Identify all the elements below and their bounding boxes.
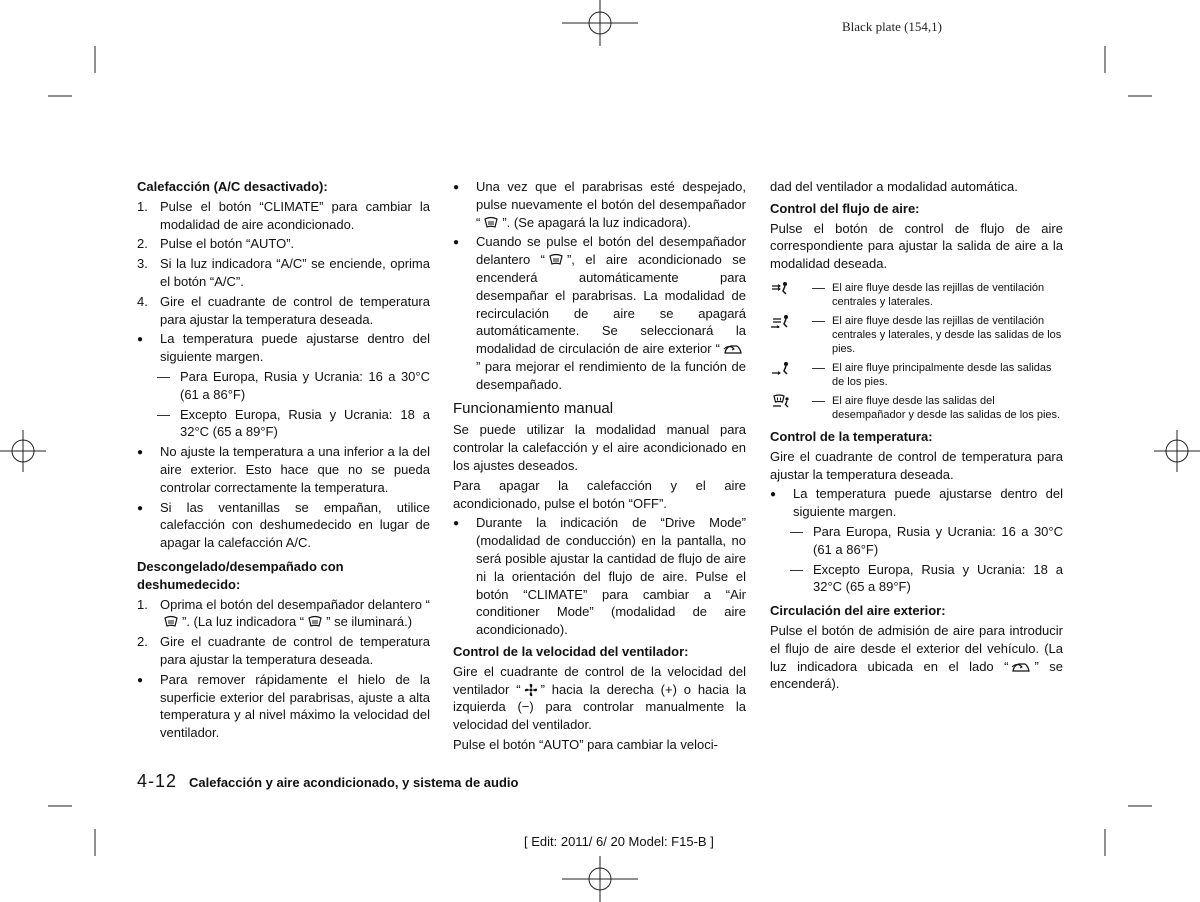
heading-heating: Calefacción (A/C desactivado): — [137, 179, 328, 194]
step-item: 2. Pulse el botón “AUTO”. — [137, 236, 295, 252]
vent-feet-icon — [770, 361, 792, 375]
bullet-item: ● No ajuste la temperatura a una inferior a la del aire exterior. Esto hace que no se pueda controlar correctamente la temperatura. — [137, 444, 430, 495]
page-footer — [137, 771, 518, 792]
fan-icon — [524, 683, 538, 697]
footer-title: Calefacción y aire acondicionado, y sistema de audio — [189, 775, 519, 790]
defrost-icon — [307, 615, 323, 629]
defrost-feet-icon — [770, 394, 792, 408]
outside-air-icon — [723, 343, 743, 356]
step-item: 1. Oprima el botón del desempañador delantero “”. (La luz indicadora “ ” se iluminará.) — [137, 596, 430, 630]
heading-airflow: Control del flujo de aire: — [770, 200, 920, 216]
bullet-item: ● La temperatura puede ajustarse dentro del siguiente margen. — [770, 486, 1063, 520]
page-number: 4-12 — [137, 771, 178, 791]
defrost-icon — [483, 216, 499, 230]
step-item: 4. Gire el cuadrante de control de temperatura para ajustar la temperatura deseada. — [137, 293, 430, 327]
bullet-item: ● La temperatura puede ajustarse dentro del siguiente margen. — [137, 331, 430, 365]
paragraph: Gire el cuadrante de control de temperatura para ajustar la temperatura deseada. — [770, 448, 1063, 482]
column-1 — [137, 178, 430, 744]
bullet-item: ● Si las ventanillas se empañan, utilice calefacción con deshumedecido en lugar de apagar la calefacción A/C. — [137, 499, 430, 551]
paragraph: Pulse el botón de admisión de aire para introducir el flujo de aire desde el exterior del vehículo. (La luz indicadora ubicada en el lado “ ” se encenderá). — [770, 622, 1063, 692]
airflow-mode-item: — El aire fluye principalmente desde las salidas de los pies. — [770, 361, 1063, 389]
airflow-mode-item: — El aire fluye desde las rejillas de ventilación centrales y laterales, y desde las salidas de los pies. — [770, 314, 1063, 356]
bullet-item: ● Durante la indicación de “Drive Mode” (modalidad de conducción) en la pantalla, no será posible ajustar la cantidad de flujo de aire ni la orientación del flujo de aire. Pulse el botón “CLIMATE” para cambiar a “Air conditioner Mode” (modalidad de aire acondicionado). — [453, 515, 746, 638]
bullet-item: ● Para remover rápidamente el hielo de la superficie exterior del parabrisas, ajuste a alta temperatura y al nivel máximo la velocidad del ventilador. — [137, 671, 430, 741]
bullet-item: ● Una vez que el parabrisas esté despejado, pulse nuevamente el botón del desempañador “ ”. (Se apagará la luz indicadora). — [453, 179, 746, 230]
paragraph: Pulse el botón de control de flujo de aire correspondiente para ajustar la salida de aire a la modalidad deseada. — [770, 220, 1063, 272]
step-item: 3. Si la luz indicadora “A/C” se enciende, oprima el botón “A/C”. — [137, 256, 430, 289]
paragraph: Pulse el botón “AUTO” para cambiar la veloci- — [453, 736, 718, 752]
range-item: — Excepto Europa, Rusia y Ucrania: 18 a 32°C (65 a 89°F) — [790, 561, 1063, 595]
heading-defrost: Descongelado/desempañado con deshumedecido: — [137, 558, 344, 592]
paragraph: Para apagar la calefacción y el aire acondicionado, pulse el botón “OFF”. — [453, 477, 746, 511]
vent-face-icon — [770, 281, 790, 295]
edit-info: [ Edit: 2011/ 6/ 20 Model: F15-B ] — [524, 834, 714, 849]
column-3 — [770, 178, 1063, 695]
range-item: — Excepto Europa, Rusia y Ucrania: 18 a 32°C (65 a 89°F) — [157, 406, 430, 440]
airflow-mode-item: — El aire fluye desde las rejillas de ventilación centrales y laterales. — [770, 281, 1063, 309]
step-item: 1. Pulse el botón “CLIMATE” para cambiar la modalidad de aire acondicionado. — [137, 198, 430, 232]
plate-label: Black plate (154,1) — [842, 19, 942, 34]
bullet-item: ● Cuando se pulse el botón del desempañador delantero “ ”, el aire acondicionado se encenderá automáticamente para desempañar el parabrisas. La modalidad de recirculación de aire se apagará automáticamente. Se seleccionará la modalidad de circulación de aire exterior “” para mejorar el rendimiento de la función de desempañado. — [453, 234, 746, 392]
outside-air-icon — [1011, 661, 1031, 674]
heading-outside-air: Circulación del aire exterior: — [770, 603, 946, 619]
airflow-mode-item: — El aire fluye desde las salidas del desempañador y desde las salidas de los pies. — [770, 394, 1063, 422]
heading-manual: Funcionamiento manual — [453, 399, 614, 417]
paragraph: Gire el cuadrante de control de la velocidad del ventilador “ ” hacia la derecha (+) o hacia la izquierda (−) para controlar manualmente la velocidad del ventilador. — [453, 663, 746, 733]
defrost-icon — [163, 615, 179, 629]
range-item: — Para Europa, Rusia y Ucrania: 16 a 30°C (61 a 86°F) — [790, 523, 1063, 557]
column-2 — [453, 178, 746, 756]
paragraph: Se puede utilizar la modalidad manual para controlar la calefacción y el aire acondicionado en los ajustes deseados. — [453, 422, 746, 473]
heading-fan-speed: Control de la velocidad del ventilador: — [453, 643, 689, 659]
vent-face-feet-icon — [770, 314, 792, 328]
range-item: — Para Europa, Rusia y Ucrania: 16 a 30°C (61 a 86°F) — [157, 368, 430, 402]
step-item: 2. Gire el cuadrante de control de temperatura para ajustar la temperatura deseada. — [137, 634, 430, 667]
defrost-icon — [548, 253, 564, 267]
paragraph: dad del ventilador a modalidad automática. — [770, 179, 1018, 194]
heading-temperature: Control de la temperatura: — [770, 428, 933, 444]
